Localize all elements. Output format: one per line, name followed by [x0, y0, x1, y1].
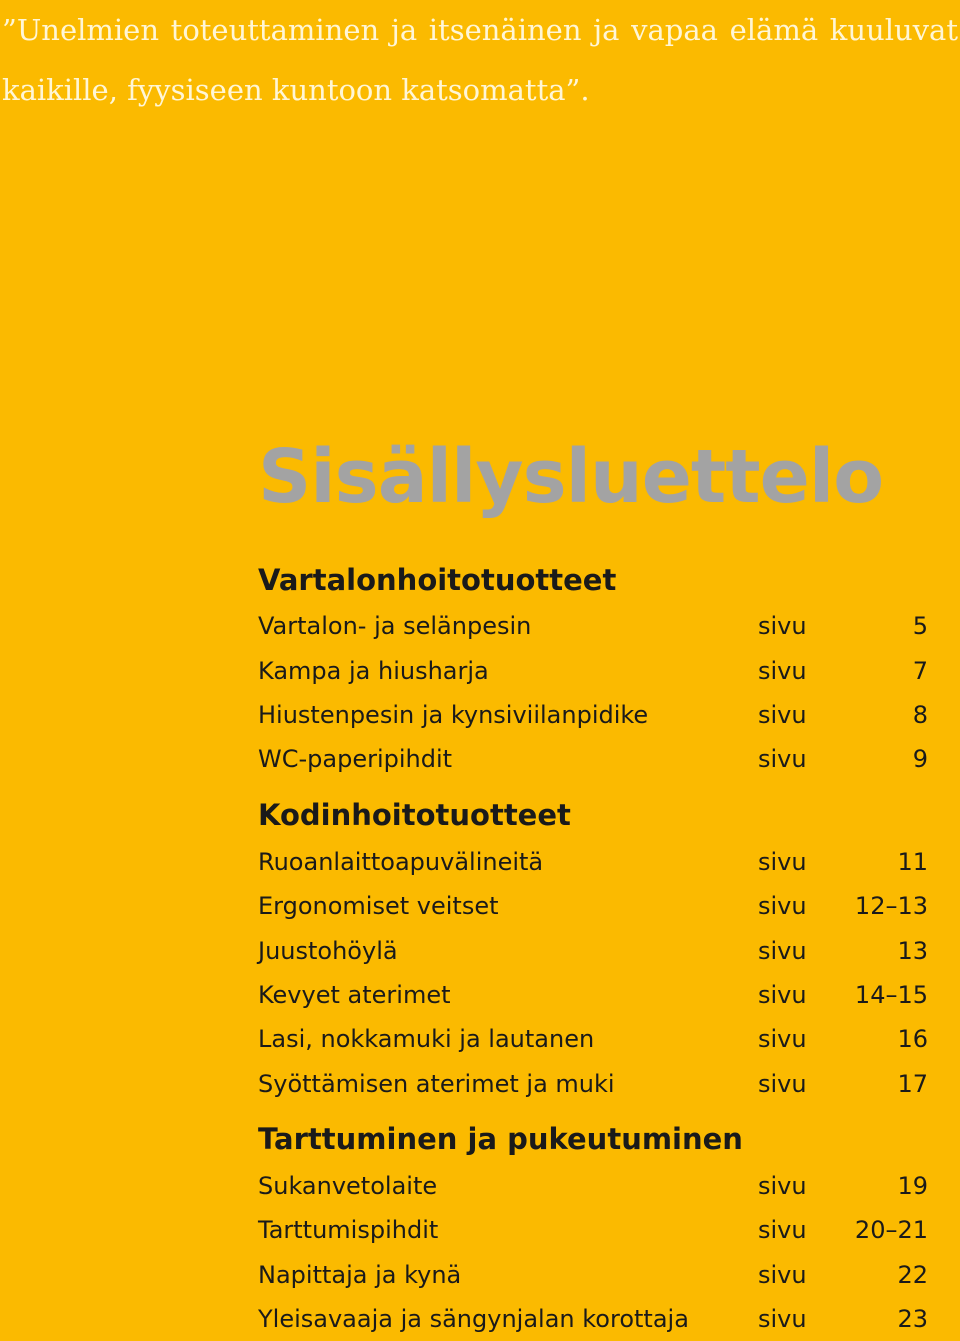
entry-sivu-label: sivu [758, 980, 807, 1009]
toc-entry [258, 973, 928, 1017]
section-heading: Vartalonhoitotuotteet [258, 563, 617, 597]
entry-sivu-label: sivu [758, 1216, 807, 1245]
entry-title: Vartalon- ja selänpesin [258, 612, 532, 641]
entry-sivu-label: sivu [758, 1172, 807, 1201]
toc-entry [258, 604, 928, 648]
toc-entry [258, 840, 928, 884]
entry-page-number: 14–15 [854, 980, 928, 1009]
toc-entry [258, 928, 928, 972]
entry-sivu-label: sivu [758, 700, 807, 729]
entry-page-number: 13 [897, 936, 928, 965]
entry-sivu-label: sivu [758, 1260, 807, 1289]
entry-page-number: 5 [912, 612, 928, 641]
toc-entry [258, 884, 928, 928]
entry-sivu-label: sivu [758, 847, 807, 876]
toc-section-kodinhoitotuotteet [258, 782, 928, 1106]
entry-page-number: 16 [897, 1025, 928, 1054]
entry-sivu-label: sivu [758, 1305, 807, 1334]
intro-quote: ”Unelmien toteuttaminen ja itsenäinen ja vapaa elämä kuuluvat kaikille, fyysiseen kuntoon katsomatta”. [2, 13, 958, 107]
toc-entry [258, 737, 928, 781]
entry-sivu-label: sivu [758, 936, 807, 965]
toc-entry [258, 1208, 928, 1252]
entry-sivu-label: sivu [758, 745, 807, 774]
entry-page-number: 12–13 [854, 892, 928, 921]
entry-title: Tarttumispihdit [258, 1216, 439, 1245]
entry-title: WC-paperipihdit [258, 745, 453, 774]
toc-section-vartalonhoitotuotteet [258, 556, 928, 782]
entry-title: Ruoanlaittoapuvälineitä [258, 847, 544, 876]
toc-entry [258, 1297, 928, 1341]
entry-page-number: 23 [897, 1305, 928, 1334]
toc-entry [258, 648, 928, 692]
entry-page-number: 22 [897, 1260, 928, 1289]
entry-title: Napittaja ja kynä [258, 1260, 462, 1289]
entry-sivu-label: sivu [758, 656, 807, 685]
toc-title: Sisällysluettelo [258, 434, 884, 520]
section-heading: Tarttuminen ja pukeutuminen [258, 1121, 743, 1156]
toc-section-tarttuminen-ja-pukeutuminen [258, 1106, 928, 1341]
entry-title: Juustohöylä [258, 936, 398, 965]
entry-page-number: 11 [897, 847, 928, 876]
entry-title: Lasi, nokkamuki ja lautanen [258, 1025, 595, 1054]
entry-title: Kevyet aterimet [258, 980, 451, 1009]
entry-sivu-label: sivu [758, 892, 807, 921]
entry-title: Yleisavaaja ja sängynjalan korottaja [258, 1305, 689, 1334]
entry-page-number: 8 [912, 700, 928, 729]
entry-page-number: 9 [912, 745, 928, 774]
entry-page-number: 19 [897, 1172, 928, 1201]
entry-title: Hiustenpesin ja kynsiviilanpidike [258, 700, 649, 729]
section-heading: Kodinhoitotuotteet [258, 797, 571, 832]
toc-entry [258, 1164, 928, 1208]
entry-title: Sukanvetolaite [258, 1172, 438, 1201]
entry-page-number: 20–21 [854, 1216, 928, 1245]
toc-entry [258, 1062, 928, 1106]
entry-title: Kampa ja hiusharja [258, 656, 489, 685]
table-of-contents [258, 556, 928, 1341]
entry-sivu-label: sivu [758, 612, 807, 641]
entry-sivu-label: sivu [758, 1025, 807, 1054]
entry-page-number: 7 [912, 656, 928, 685]
entry-title: Syöttämisen aterimet ja muki [258, 1069, 615, 1098]
entry-title: Ergonomiset veitset [258, 892, 499, 921]
toc-entry [258, 693, 928, 737]
toc-entry [258, 1253, 928, 1297]
entry-page-number: 17 [897, 1069, 928, 1098]
entry-sivu-label: sivu [758, 1069, 807, 1098]
toc-entry [258, 1017, 928, 1061]
